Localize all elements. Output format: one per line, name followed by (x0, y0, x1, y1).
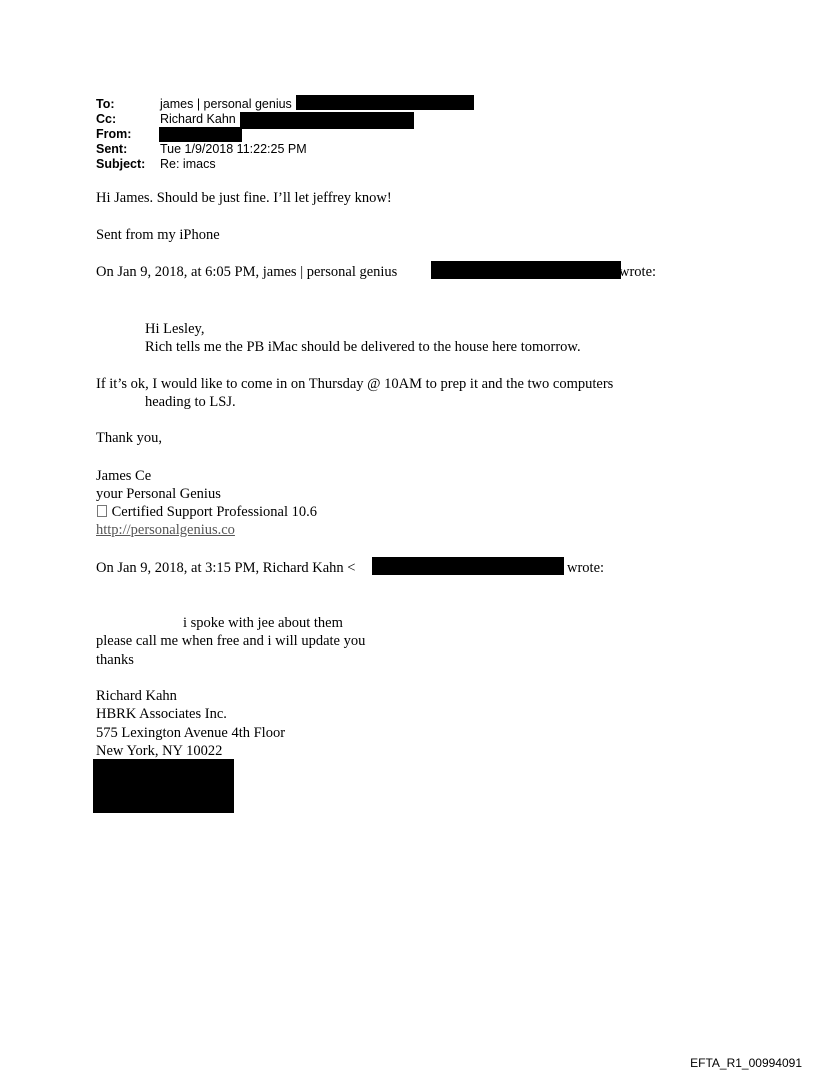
sent-label: Sent: (96, 142, 128, 156)
greeting: Hi Lesley, (145, 321, 205, 337)
redaction-quote1-email (431, 261, 621, 279)
redaction-quote2-email (372, 557, 564, 575)
thursday-line-1: If it’s ok, I would like to come in on Thursday @ 10AM to prep it and the two computers (96, 376, 614, 392)
subject-label: Subject: (96, 157, 146, 171)
thank-you: Thank you, (96, 430, 163, 446)
thursday-line-2: heading to LSJ. (145, 394, 236, 410)
signature-cert (96, 503, 317, 521)
cc-label: Cc: (96, 112, 117, 126)
signature-title: your Personal Genius (96, 486, 221, 502)
cc-value: Richard Kahn (160, 112, 236, 126)
document-id: EFTA_R1_00994091 (690, 1056, 802, 1070)
quote2-wrote: wrote: (567, 560, 605, 576)
to-label: To: (96, 97, 115, 111)
sent-from-line: Sent from my iPhone (96, 227, 220, 243)
reply-line: Hi James. Should be just fine. I’ll let jeffrey know! (96, 190, 392, 206)
redaction-from (159, 127, 242, 142)
from-label: From: (96, 127, 132, 141)
quote1-wrote: wrote: (619, 264, 657, 280)
redaction-cc (240, 112, 414, 129)
signature-url-link[interactable]: http://personalgenius.co (96, 522, 235, 538)
call-line: please call me when free and i will update you (96, 633, 366, 649)
thanks-line: thanks (96, 652, 134, 668)
spoke-line: i spoke with jee about them (183, 615, 343, 631)
rk-name: Richard Kahn (96, 688, 177, 704)
redaction-signature-block (93, 759, 234, 813)
rich-line: Rich tells me the PB iMac should be delivered to the house here tomorrow. (145, 339, 581, 355)
to-value: james | personal genius (160, 97, 292, 111)
rk-city: New York, NY 10022 (96, 743, 223, 759)
sent-value: Tue 1/9/2018 11:22:25 PM (160, 142, 307, 156)
apple-logo-icon (97, 505, 107, 517)
signature-name: James Ce (96, 468, 152, 484)
subject-value: Re: imacs (160, 157, 216, 171)
signature-cert-text: Certified Support Professional 10.6 (108, 504, 318, 520)
rk-company: HBRK Associates Inc. (96, 706, 227, 722)
rk-address: 575 Lexington Avenue 4th Floor (96, 725, 286, 741)
redaction-to (296, 95, 474, 110)
quote1-intro: On Jan 9, 2018, at 6:05 PM, james | personal genius (96, 264, 398, 280)
quote2-intro: On Jan 9, 2018, at 3:15 PM, Richard Kahn < (96, 560, 356, 576)
